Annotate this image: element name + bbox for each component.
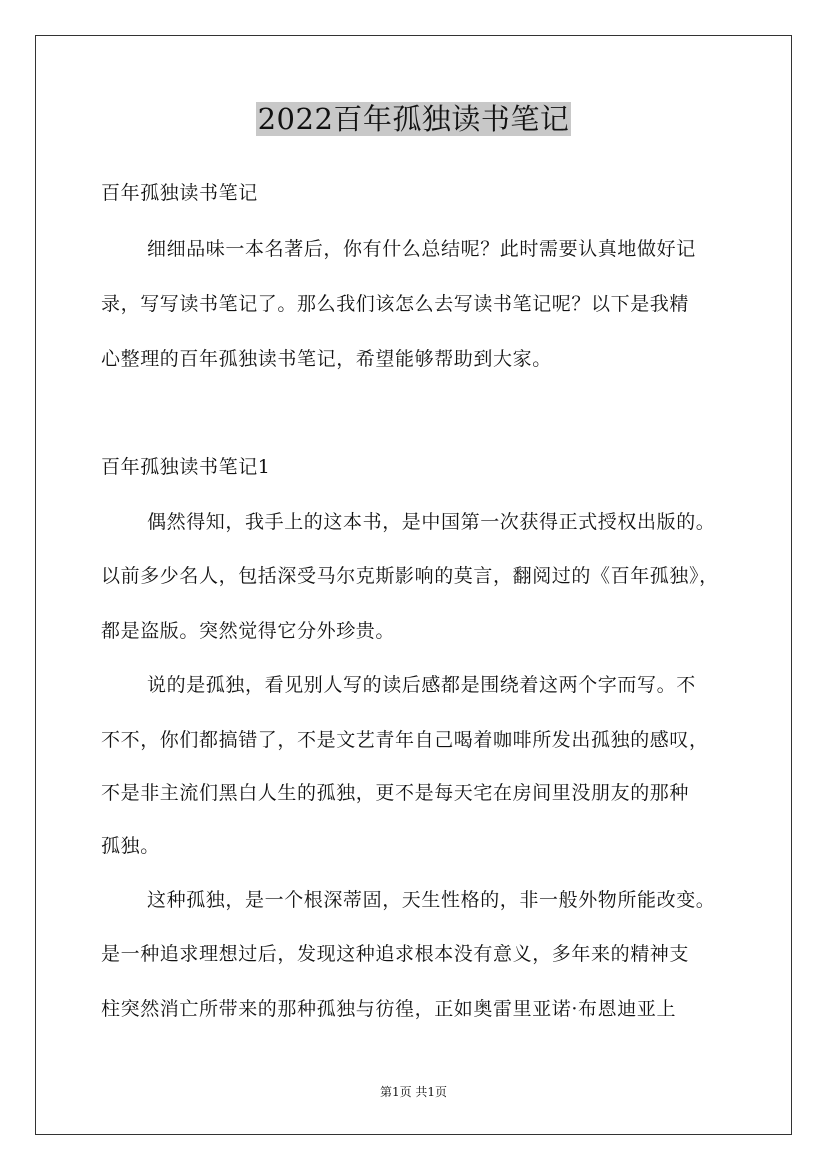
paragraph-line: 说的是孤独，看见别人写的读后感都是围绕着这两个字而写。不 bbox=[147, 674, 696, 696]
paragraph-line: 是一种追求理想过后，发现这种追求根本没有意义，多年来的精神支 bbox=[101, 943, 690, 965]
paragraph-line: 细细品味一本名著后，你有什么总结呢？此时需要认真地做好记 bbox=[147, 238, 696, 260]
document-title: 2022百年孤独读书笔记 bbox=[257, 102, 570, 136]
document-title-block bbox=[0, 99, 827, 139]
paragraph-line: 柱突然消亡所带来的那种孤独与彷徨，正如奥雷里亚诺·布恩迪亚上 bbox=[101, 998, 677, 1020]
section-heading: 百年孤独读书笔记 bbox=[101, 182, 258, 204]
page-footer: 第1页 共1页 bbox=[379, 1085, 448, 1099]
paragraph-line: 以前多少名人，包括深受马尔克斯影响的莫言，翻阅过的《百年孤独》， bbox=[101, 565, 719, 587]
paragraph-line: 都是盗版。突然觉得它分外珍贵。 bbox=[101, 620, 396, 642]
paragraph-line: 这种孤独，是一个根深蒂固，天生性格的，非一般外物所能改变。 bbox=[147, 889, 716, 911]
paragraph-line: 录，写写读书笔记了。那么我们该怎么去写读书笔记呢？以下是我精 bbox=[101, 293, 690, 315]
section-heading: 百年孤独读书笔记1 bbox=[101, 456, 271, 478]
paragraph-line: 偶然得知，我手上的这本书，是中国第一次获得正式授权出版的。 bbox=[147, 511, 716, 533]
paragraph-line: 心整理的百年孤独读书笔记，希望能够帮助到大家。 bbox=[101, 348, 552, 370]
paragraph-line: 不是非主流们黑白人生的孤独，更不是每天宅在房间里没朋友的那种 bbox=[101, 782, 690, 804]
paragraph-line: 不不，你们都搞错了，不是文艺青年自己喝着咖啡所发出孤独的感叹， bbox=[101, 729, 709, 751]
paragraph-line: 孤独。 bbox=[101, 835, 160, 857]
